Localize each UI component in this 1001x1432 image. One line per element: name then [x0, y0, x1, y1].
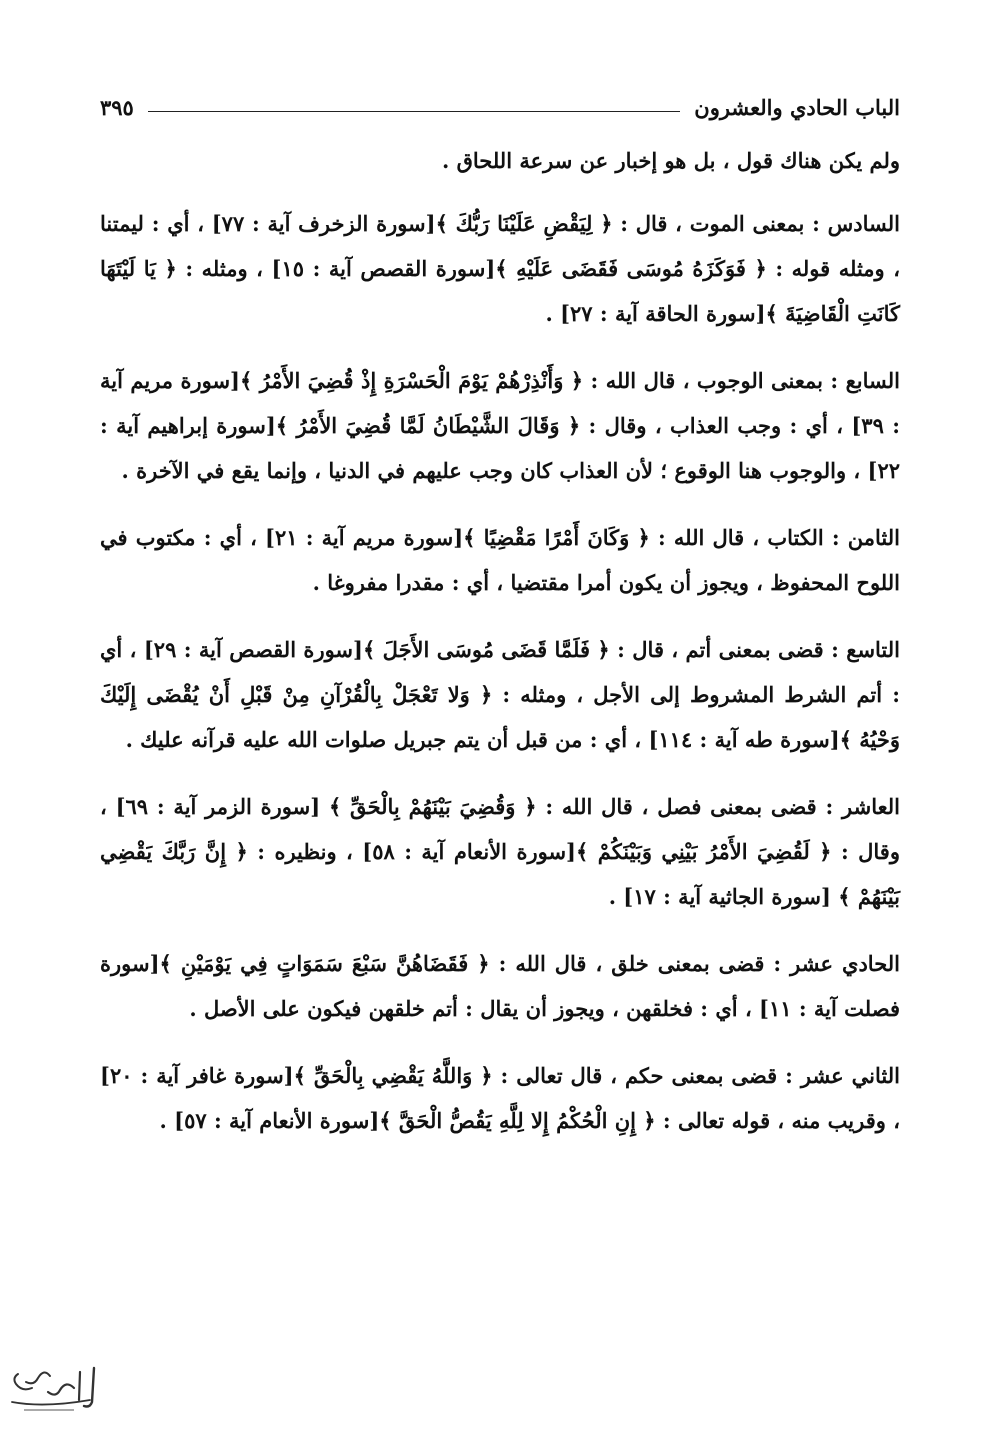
paragraph-eleventh: الحادي عشر : قضى بمعنى خلق ، قال الله : ﴿ فَقَضَاهُنَّ سَبْعَ سَمَوَاتٍ فِي يَوْمَيْنِ ﴾[سورة فصلت آية : ١١] ، أي : فخلقهن ، ويجوز أن يقال : أتم خلقهن فيكون على الأصل . [100, 951, 900, 1021]
paragraph-seventh: السابع : بمعنى الوجوب ، قال الله : ﴿ وَأَنْذِرْهُمْ يَوْمَ الْحَسْرَةِ إِذْ قُضِيَ الأَمْرُ ﴾[سورة مريم آية : ٣٩] ، أي : وجب العذاب ، وقال : ﴿ وَقَالَ الشَّيْطَانُ لَمَّا قُضِيَ الأَمْرُ ﴾[سورة إبراهيم آية : ٢٢] ، والوجوب هنا الوقوع ؛ لأن العذاب كان وجب عليهم في الدنيا ، وإنما يقع في الآخرة . [100, 368, 900, 483]
header-rule [148, 111, 680, 112]
paragraph-tenth: العاشر : قضى بمعنى فصل ، قال الله : ﴿ وَقُضِيَ بَيْنَهُمْ بِالْحَقِّ ﴾ [سورة الزمر آية : ٦٩] ، وقال : ﴿ لَقُضِيَ الأَمْرُ بَيْنِي وَبَيْنَكُمْ ﴾[سورة الأنعام آية : ٥٨] ، ونظيره : ﴿ إِنَّ رَبَّكَ يَقْضِي بَيْنَهُمْ ﴾ [سورة الجاثية آية : ١٧] . [100, 794, 900, 909]
calligraphy-logo-icon [4, 1358, 100, 1418]
paragraph-continuation: ولم يكن هناك قول ، بل هو إخبار عن سرعة اللحاق . [441, 148, 900, 173]
page-number: ٣٩٥ [100, 95, 134, 120]
paragraph-sixth: السادس : بمعنى الموت ، قال : ﴿ لِيَقْضِ عَلَيْنَا رَبُّكَ ﴾[سورة الزخرف آية : ٧٧] ، أي : ليمتنا ، ومثله قوله : ﴿ فَوَكَزَهُ مُوسَى فَقَضَى عَلَيْهِ ﴾[سورة القصص آية : ١٥] ، ومثله : ﴿ يَا لَيْتَهَا كَانَتِ الْقَاضِيَةَ ﴾[سورة الحاقة آية : ٢٧] . [100, 211, 901, 326]
running-header [100, 86, 900, 120]
paragraph-twelfth: الثاني عشر : قضى بمعنى حكم ، قال تعالى : ﴿ وَاللَّهُ يَقْضِي بِالْحَقِّ ﴾[سورة غافر آية : ٢٠] ، وقريب منه ، قوله تعالى : ﴿ إِنِ الْحُكْمُ إِلا لِلَّهِ يَقُصُّ الْحَقَّ ﴾[سورة الأنعام آية : ٥٧] . [100, 1063, 900, 1133]
chapter-title: الباب الحادي والعشرون [694, 95, 900, 120]
paragraph-eighth: الثامن : الكتاب ، قال الله : ﴿ وَكَانَ أَمْرًا مَقْضِيًا ﴾[سورة مريم آية : ٢١] ، أي : مكتوب في اللوح المحفوظ ، ويجوز أن يكون أمرا مقتضيا ، أي : مقدرا مفروغا . [100, 525, 901, 595]
paragraph-ninth: التاسع : قضى بمعنى أتم ، قال : ﴿ فَلَمَّا قَضَى مُوسَى الأَجَلَ ﴾[سورة القصص آية : ٢٩] ، أي : أتم الشرط المشروط إلى الأجل ، ومثله : ﴿ وَلا تَعْجَلْ بِالْقُرْآنِ مِنْ قَبْلِ أَنْ يُقْضَى إِلَيْكَ وَحْيُهُ ﴾[سورة طه آية : ١١٤] ، أي : من قبل أن يتم جبريل صلوات الله عليه قرآنه عليك . [100, 637, 901, 752]
page-body [100, 138, 900, 1165]
